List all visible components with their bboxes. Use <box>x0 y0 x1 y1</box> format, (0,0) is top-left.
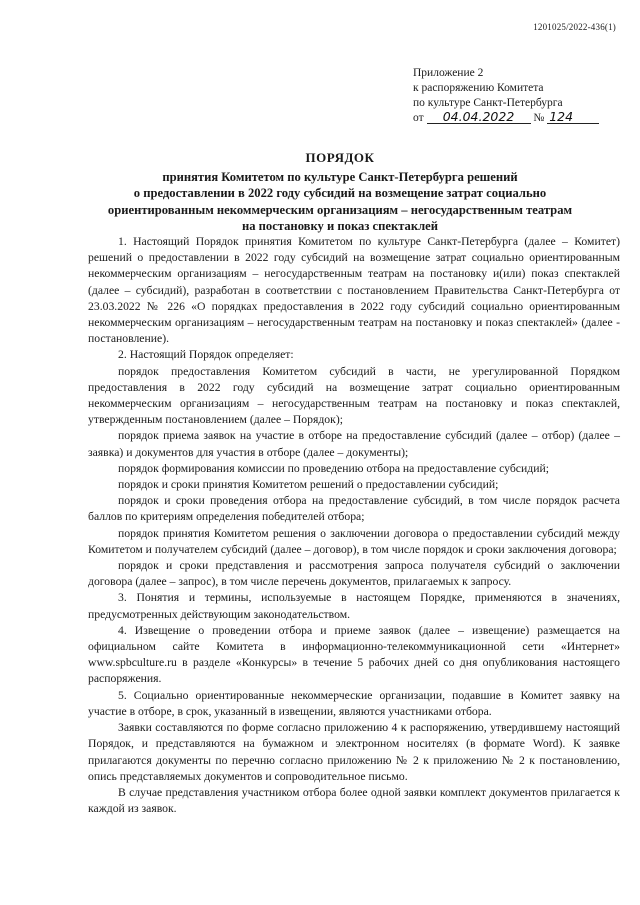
appendix-date-line <box>413 111 599 126</box>
paragraph-5: порядок формирования комиссии по проведению отбора на предоставление субсидий; <box>118 461 549 475</box>
paragraph-14: В случае представления участником отбора более одной заявки комплект документов прилагается к каждой из заявок. <box>88 785 620 816</box>
document-body <box>88 234 620 817</box>
number-sign: № <box>533 112 545 124</box>
title-line-4: на постановку и показ спектаклей <box>241 219 439 233</box>
document-reference-number: 1201025/2022-436(1) <box>533 22 616 32</box>
date-prefix: от <box>413 112 424 124</box>
appendix-line-2: к распоряжению Комитета <box>413 82 544 94</box>
paragraph-4: порядок приема заявок на участие в отборе на предоставление субсидий (далее – отбор) (далее – заявка) и документов для участия в отборе (далее – документы); <box>88 429 620 459</box>
title-line-2: о предоставлении в 2022 году субсидий на возмещение затрат социально <box>133 186 547 200</box>
title-heading: ПОРЯДОК <box>305 150 375 165</box>
paragraph-2: 2. Настоящий Порядок определяет: <box>118 348 294 362</box>
paragraph-3: порядок предоставления Комитетом субсидий в части, не урегулированной Порядком предоставления в 2022 году субсидий на возмещение затрат социально ориентированным некоммерческим организациям – негосударственным театрам на постановку и показ спектаклей, утвержденным постановлением (далее – Порядок); <box>88 364 620 427</box>
document-title <box>60 150 620 235</box>
appendix-line-3: по культуре Санкт-Петербурга <box>413 97 563 109</box>
title-line-3: ориентированным некоммерческим организациям – негосударственным театрам <box>107 202 573 217</box>
paragraph-10: 3. Понятия и термины, используемые в настоящем Порядке, применяются в значениях, предусмотренных действующим законодательством. <box>88 591 620 621</box>
handwritten-number: 124 <box>547 111 599 124</box>
title-line-1: принятия Комитетом по культуре Санкт-Петербурга решений <box>162 169 518 184</box>
appendix-line-1: Приложение 2 <box>413 67 484 79</box>
paragraph-13: Заявки составляются по форме согласно приложению 4 к распоряжению, утвердившему настоящий Порядок, и представляются на бумажном и электронном носителях (в формате Word). К заявке прилагаются документы по перечню согласно приложению № 2 к приложению № 2 к постановлению, опись представляемых документов и сопроводительное письмо. <box>88 721 620 783</box>
paragraph-1: 1. Настоящий Порядок принятия Комитетом по культуре Санкт-Петербурга (далее – Комитет) решений о предоставлении в 2022 году субсидий на возмещение затрат социально ориентированным некоммерческим организациям – негосударственным театрам на постановку и(или) показ спектаклей (далее – субсидий), разработан в соответствии с постановлением Правительства Санкт-Петербурга от 23.03.2022 № 226 «О порядках предоставления в 2022 году субсидий социально ориентированным некоммерческим организациям – негосударственным театрам на постановку и показ спектаклей» (далее - постановление). <box>88 235 620 346</box>
appendix-header <box>413 66 599 126</box>
paragraph-12: 5. Социально ориентированные некоммерческие организации, подавшие в Комитет заявку на участие в отборе, в срок, указанный в извещении, являются участниками отбора. <box>88 688 620 718</box>
paragraph-6: порядок и сроки принятия Комитетом решений о предоставлении субсидий; <box>118 478 499 492</box>
paragraph-9: порядок и сроки представления и рассмотрения запроса получателя субсидий о заключении договора (далее – запрос), в том числе перечень документов, прилагаемых к запросу. <box>88 559 620 589</box>
paragraph-8: порядок принятия Комитетом решения о заключении договора о предоставлении субсидий между Комитетом и получателем субсидий (далее – договор), в том числе порядок и сроки заключения договора; <box>88 526 620 556</box>
paragraph-7: порядок и сроки проведения отбора на предоставление субсидий, в том числе порядок расчета баллов по критериям определения победителей отбора; <box>88 494 620 524</box>
handwritten-date: 04.04.2022 <box>427 111 531 124</box>
paragraph-11: 4. Извещение о проведении отбора и приеме заявок (далее – извещение) размещается на официальном сайте Комитета в информационно-телекоммуникационной сети «Интернет» www.spbculture.ru в разделе «Конкурсы» в течение 5 рабочих дней со дня опубликования настоящего распоряжения. <box>88 623 620 686</box>
